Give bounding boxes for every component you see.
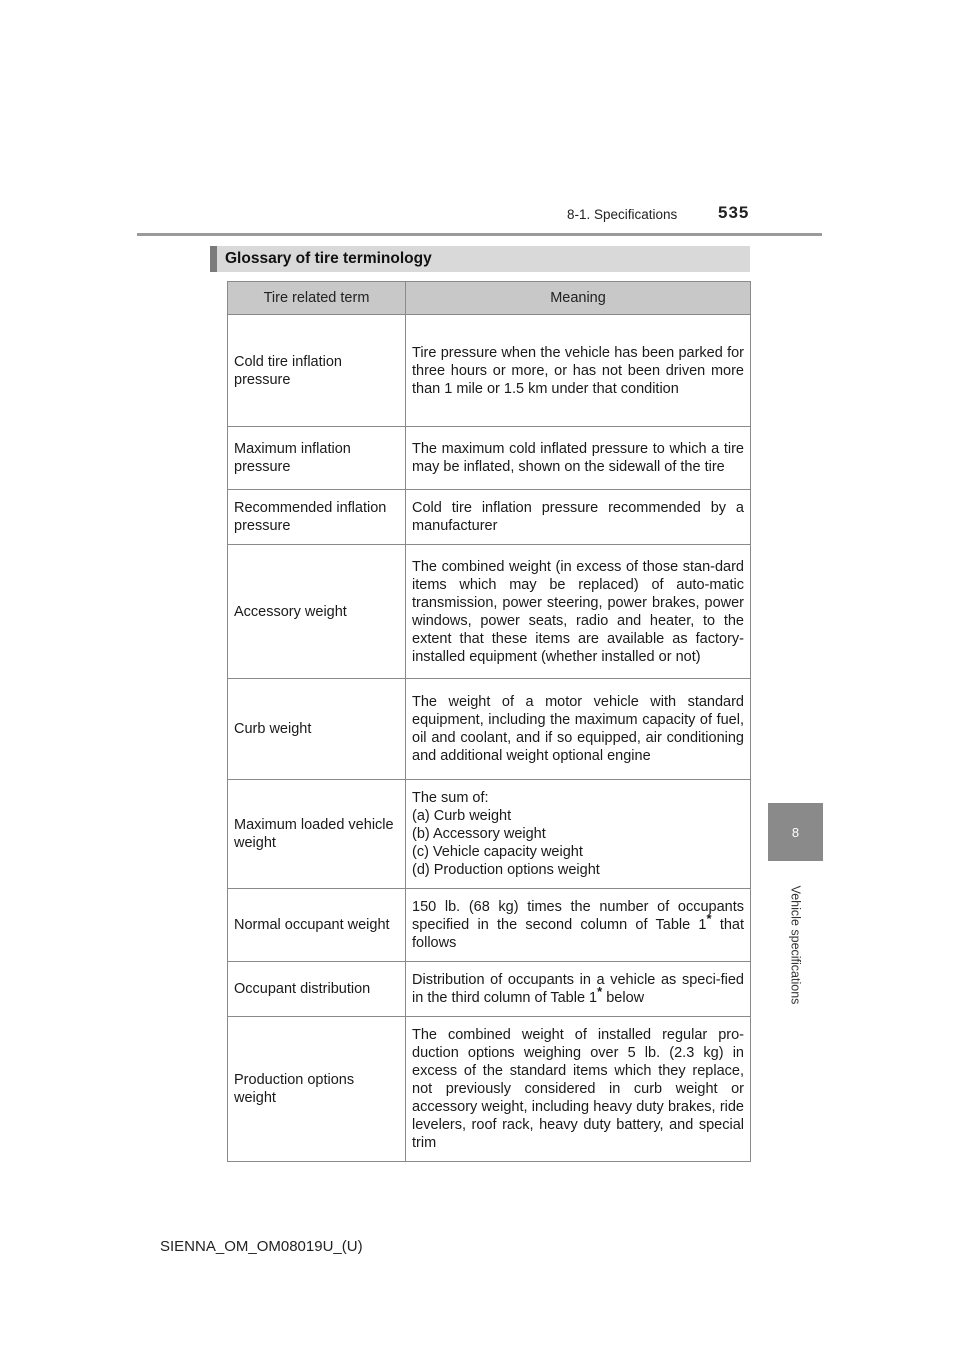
meaning-cell: The maximum cold inflated pressure to which a tire may be inflated, shown on the sidewall of the tire xyxy=(406,427,751,490)
meaning-text: Distribution of occupants in a vehicle as speci-fied in the third column of Table 1 xyxy=(412,972,744,1006)
term-cell: Cold tire inflation pressure xyxy=(228,315,406,427)
table-row xyxy=(228,545,751,679)
table-row xyxy=(228,889,751,962)
meaning-cell: The weight of a motor vehicle with standard equipment, including the maximum capacity of fuel, oil and coolant, and if so equipped, air conditioning and additional weight optional engine xyxy=(406,679,751,780)
term-cell: Maximum loaded vehicle weight xyxy=(228,780,406,889)
term-cell: Maximum inflation pressure xyxy=(228,427,406,490)
header-divider xyxy=(137,233,822,236)
column-header-term: Tire related term xyxy=(228,282,406,315)
table-row xyxy=(228,490,751,545)
footnote-mark: * xyxy=(706,911,712,927)
chapter-tab xyxy=(768,803,823,861)
document-code: SIENNA_OM_OM08019U_(U) xyxy=(160,1238,363,1255)
table-row xyxy=(228,679,751,780)
meaning-cell: The combined weight of installed regular pro-duction options weighing over 5 lb. (2.3 kg) in excess of the standard items which they replace, not previously considered in curb weight or accessory weight, including heavy duty brakes, ride levelers, roof rack, heavy duty battery, and special trim xyxy=(406,1017,751,1162)
meaning-cell: The sum of: (a) Curb weight (b) Accessory weight (c) Vehicle capacity weight (d) Production options weight xyxy=(406,780,751,889)
meaning-cell xyxy=(406,889,751,962)
glossary-table xyxy=(227,281,751,1162)
meaning-cell xyxy=(406,962,751,1017)
section-title: 8-1. Specifications xyxy=(567,207,678,222)
term-cell: Normal occupant weight xyxy=(228,889,406,962)
meaning-cell: The combined weight (in excess of those stan-dard items which may be replaced) of auto-matic transmission, power steering, power brakes, power windows, power seats, radio and heater, to the extent that these items are available as factory-installed equipment (whether installed or not) xyxy=(406,545,751,679)
table-row xyxy=(228,427,751,490)
table-row xyxy=(228,315,751,427)
term-cell: Production options weight xyxy=(228,1017,406,1162)
meaning-text: 150 lb. (68 kg) times the number of occupants specified in the second column of Table 1 xyxy=(412,899,744,933)
table-row xyxy=(228,962,751,1017)
footnote-mark: * xyxy=(597,984,603,1000)
chapter-label-text: Vehicle specifications xyxy=(788,885,803,1005)
meaning-text-tail: below xyxy=(602,990,645,1006)
term-cell: Curb weight xyxy=(228,679,406,780)
term-cell: Occupant distribution xyxy=(228,962,406,1017)
table-row xyxy=(228,780,751,889)
section-heading: Glossary of tire terminology xyxy=(210,246,750,272)
chapter-label xyxy=(768,870,823,1020)
column-header-meaning: Meaning xyxy=(406,282,751,315)
table-header-row xyxy=(228,282,751,315)
term-cell: Accessory weight xyxy=(228,545,406,679)
page-number: 535 xyxy=(718,203,750,222)
term-cell: Recommended inflation pressure xyxy=(228,490,406,545)
table-row xyxy=(228,1017,751,1162)
meaning-cell: Cold tire inflation pressure recommended by a manufacturer xyxy=(406,490,751,545)
meaning-text-tail: that follows xyxy=(412,917,744,951)
chapter-number: 8 xyxy=(791,824,800,840)
meaning-cell: Tire pressure when the vehicle has been parked for three hours or more, or has not been driven more than 1 mile or 1.5 km under that condition xyxy=(406,315,751,427)
